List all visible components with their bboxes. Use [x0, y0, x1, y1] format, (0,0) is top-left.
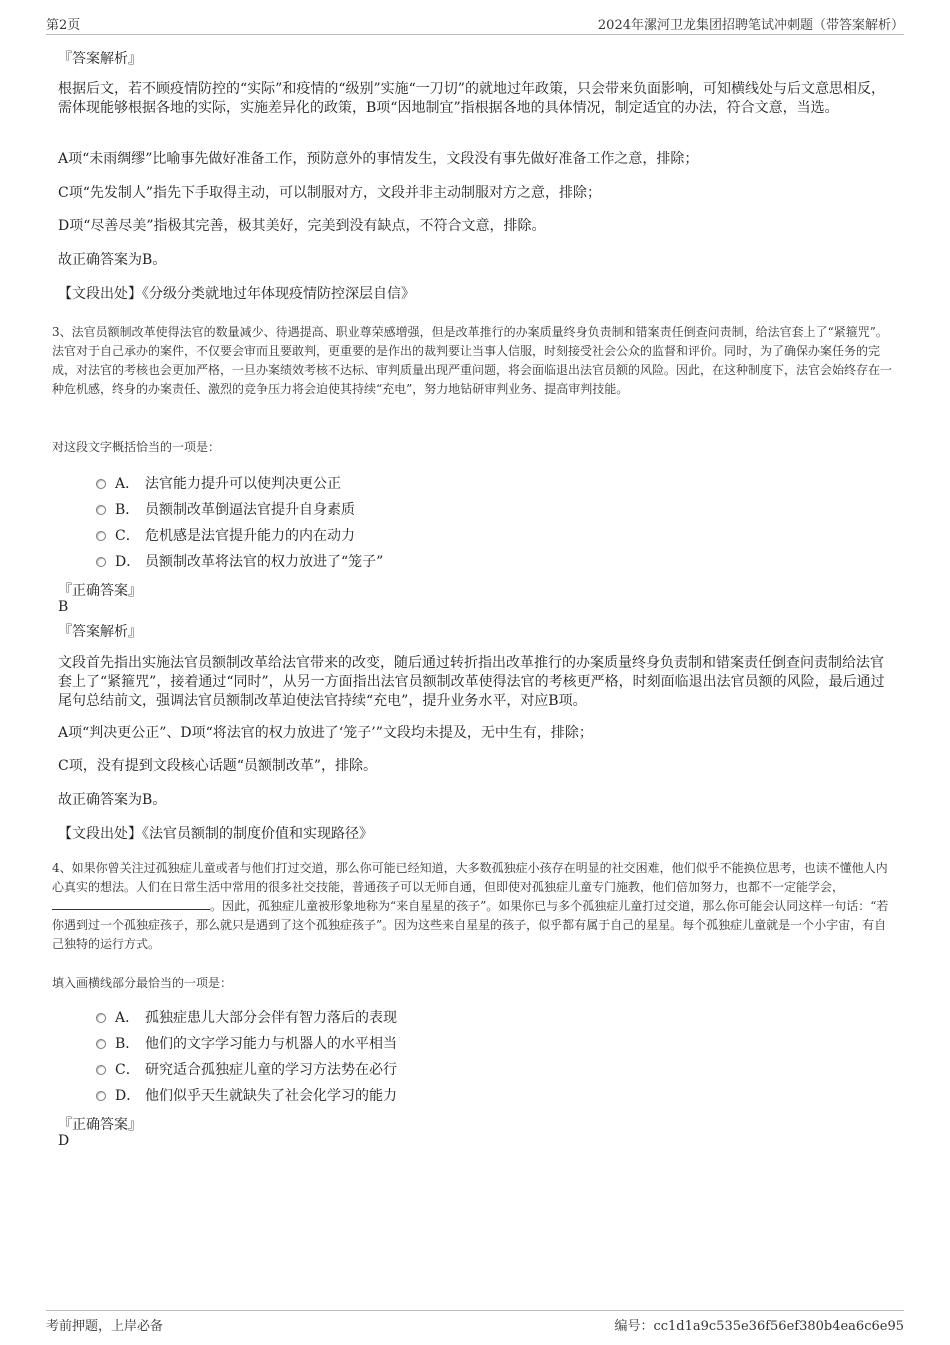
question-3-option-b[interactable]	[96, 500, 355, 520]
analysis-label: 『答案解析』	[58, 51, 142, 67]
option-letter: C．	[115, 1062, 140, 1078]
correct-answer-statement: 故正确答案为B。	[58, 792, 167, 808]
option-letter: D．	[115, 554, 141, 570]
correct-answer-value: D	[58, 1133, 70, 1149]
option-letter: A．	[115, 1010, 140, 1026]
analysis-option-c: C项，没有提到文段核心话题“员额制改革”，排除。	[58, 758, 378, 774]
option-text: 员额制改革倒逼法官提升自身素质	[145, 502, 355, 518]
option-text: 员额制改革将法官的权力放进了“笼子”	[145, 554, 384, 570]
page-footer	[46, 1310, 904, 1335]
page-header	[46, 14, 904, 35]
option-letter: B．	[115, 1036, 140, 1052]
option-letter: A．	[115, 476, 140, 492]
question-4-option-c[interactable]	[96, 1060, 397, 1080]
question-4-stem	[52, 859, 898, 954]
question-3-option-c[interactable]	[96, 526, 355, 546]
option-text: 危机感是法官提升能力的内在动力	[145, 528, 355, 544]
radio-icon[interactable]	[96, 557, 106, 567]
option-letter: C．	[115, 528, 140, 544]
document-id: 编号：cc1d1a9c535e36f56ef380b4ea6c6e95	[614, 1319, 904, 1334]
option-letter: B．	[115, 502, 140, 518]
option-text: 他们似乎天生就缺失了社会化学习的能力	[145, 1088, 397, 1104]
analysis-label: 『答案解析』	[58, 624, 142, 640]
analysis-option-c: C项“先发制人”指先下手取得主动，可以制服对方，文段并非主动制服对方之意，排除；	[58, 185, 602, 201]
radio-icon[interactable]	[96, 1039, 106, 1049]
question-3-stem: 3、法官员额制改革使得法官的数量减少、待遇提高、职业尊荣感增强，但是改革推行的办案质量终身负责制和错案责任倒查问责制，给法官套上了“紧箍咒”。法官对于自己承办的案件，不仅要会审而且要敢判，更重要的是作出的裁判要让当事人信服，时刻接受社会公众的监督和评价。同时，为了确保办案任务的完成，对法官的考核也会更加严格，一旦办案绩效考核不达标、审判质量出现严重问题，将会面临退出法官员额的风险。因此，在这种制度下，法官会始终存在一种危机感，终身的办案责任、激烈的竞争压力将会迫使其持续“充电”，努力地钻研审判业务、提高审判技能。	[52, 325, 893, 396]
question-4-stem-part-2: 。因此，孤独症儿童被形象地称为“来自星星的孩子”。如果你已与多个孤独症儿童打过交道，那么你可能会认同这样一句话：“若你遇到过一个孤独症孩子，那么就只是遇到了这个孤独症孩子”。因为这些来自星星的孩子，似乎都有属于自己的星星。每个孤独症儿童就是一个小宇宙，有自己独特的运行方式。	[52, 899, 889, 951]
correct-answer-value: B	[58, 599, 69, 615]
question-3-option-d[interactable]	[96, 552, 383, 572]
option-text: 孤独症患儿大部分会伴有智力落后的表现	[145, 1010, 397, 1026]
correct-answer-statement: 故正确答案为B。	[58, 252, 167, 268]
option-text: 他们的文字学习能力与机器人的水平相当	[145, 1036, 397, 1052]
correct-answer-label: 『正确答案』	[58, 1117, 142, 1133]
radio-icon[interactable]	[96, 1013, 106, 1023]
radio-icon[interactable]	[96, 1091, 106, 1101]
source-citation: 【文段出处】《法官员额制的制度价值和实现路径》	[58, 826, 373, 842]
radio-icon[interactable]	[96, 531, 106, 541]
radio-icon[interactable]	[96, 1065, 106, 1075]
question-4-option-b[interactable]	[96, 1034, 397, 1054]
analysis-option-d: D项“尽善尽美”指极其完善，极其美好，完美到没有缺点，不符合文意，排除。	[58, 218, 546, 234]
question-3-option-a[interactable]	[96, 474, 341, 494]
question-4-prompt: 填入画横线部分最恰当的一项是：	[52, 976, 233, 990]
radio-icon[interactable]	[96, 479, 106, 489]
analysis-option-a: A项“未雨绸缪”比喻事先做好准备工作，预防意外的事情发生，文段没有事先做好准备工作之意，排除；	[58, 151, 699, 167]
question-4-stem-part-1: 4、如果你曾关注过孤独症儿童或者与他们打过交道，那么你可能已经知道，大多数孤独症小孩存在明显的社交困难，他们似乎不能换位思考，也读不懂他人内心真实的想法。人们在日常生活中常用的很多社交技能，普通孩子可以无师自通，但即使对孤独症儿童专门施教，他们倍加努力，也都不一定能学会，	[52, 861, 888, 894]
option-text: 研究适合孤独症儿童的学习方法势在必行	[145, 1062, 397, 1078]
radio-icon[interactable]	[96, 505, 106, 515]
correct-answer-label: 『正确答案』	[58, 583, 142, 599]
source-citation: 【文段出处】《分级分类就地过年体现疫情防控深层自信》	[58, 286, 415, 302]
analysis-paragraph: 文段首先指出实施法官员额制改革给法官带来的改变，随后通过转折指出改革推行的办案质量终身负责制和错案责任倒查问责制给法官套上了“紧箍咒”，接着通过“同时”，从另一方面指出法官员额制改革使得法官的考核更严格，时刻面临退出法官员额的风险，最后通过尾句总结前文，强调法官员额制改革迫使法官持续“充电”，提升业务水平，对应B项。	[58, 655, 885, 709]
analysis-options-a-d: A项“判决更公正”、D项“将法官的权力放进了‘笼子’”文段均未提及，无中生有，排除；	[58, 725, 593, 741]
option-text: 法官能力提升可以使判决更公正	[145, 476, 341, 492]
question-3-prompt: 对这段文字概括恰当的一项是：	[52, 440, 221, 454]
document-title: 2024年漯河卫龙集团招聘笔试冲刺题（带答案解析）	[597, 18, 904, 33]
fill-in-blank	[52, 897, 210, 910]
footer-slogan: 考前押题，上岸必备	[46, 1319, 164, 1334]
question-4-option-d[interactable]	[96, 1086, 397, 1106]
analysis-paragraph: 根据后文，若不顾疫情防控的“实际”和疫情的“级别”实施“一刀切”的就地过年政策，只会带来负面影响，可知横线处与后文意思相反，需体现能够根据各地的实际，实施差异化的政策，B项“因地制宜”指根据各地的具体情况，制定适宜的办法，符合文意，当选。	[58, 81, 885, 116]
page-number: 第2页	[46, 18, 81, 33]
question-4-option-a[interactable]	[96, 1008, 397, 1028]
option-letter: D．	[115, 1088, 141, 1104]
